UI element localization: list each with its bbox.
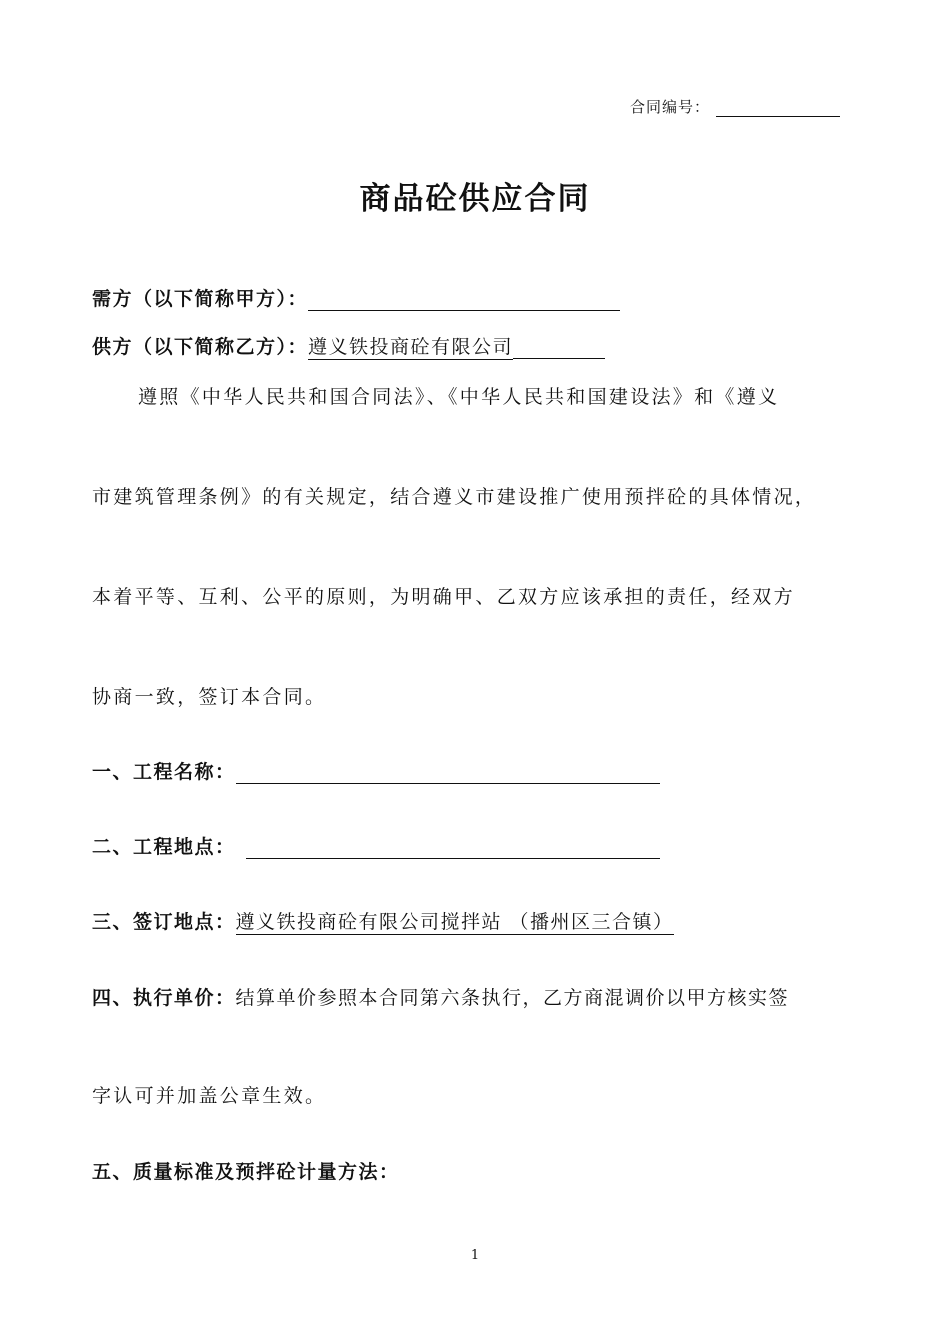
section-1-line	[92, 757, 660, 784]
section-2-line	[92, 832, 660, 859]
party-a-label: 需方（以下简称甲方）：	[92, 288, 309, 310]
page-number: 1	[470, 1248, 480, 1263]
section-1-label: 一、工程名称：	[92, 761, 236, 783]
intro-line-2: 市建筑管理条例》的有关规定，结合遵义市建设推广使用预拌砼的具体情况，	[92, 486, 817, 508]
section-5-label: 五、质量标准及预拌砼计量方法：	[92, 1161, 400, 1183]
intro-line-4: 协商一致，签订本合同。	[92, 686, 327, 708]
party-a-blank	[308, 290, 620, 311]
section-1-blank	[236, 763, 660, 784]
contract-number-label: 合同编号：	[630, 98, 711, 116]
section-2-blank	[246, 838, 660, 859]
party-b-value: 遵义铁投商砼有限公司	[308, 336, 514, 358]
intro-line-1: 遵照《中华人民共和国合同法》、《中华人民共和国建设法》和《遵义	[138, 386, 780, 408]
section-3-value: 遵义铁投商砼有限公司搅拌站 （播州区三合镇）	[235, 911, 674, 933]
party-b-line	[92, 332, 605, 359]
section-3-line	[92, 907, 674, 934]
party-b-label: 供方（以下简称乙方）：	[92, 336, 309, 358]
section-3-label: 三、签订地点：	[92, 911, 236, 933]
contract-number	[630, 96, 840, 117]
contract-number-blank	[716, 100, 840, 117]
party-b-blank	[513, 338, 605, 359]
section-2-label: 二、工程地点：	[92, 836, 236, 858]
intro-line-3: 本着平等、互利、公平的原则，为明确甲、乙双方应该承担的责任，经双方	[92, 586, 795, 608]
page-title: 商品砼供应合同	[359, 181, 591, 217]
party-a-line	[92, 284, 620, 311]
section-4-label: 四、执行单价：	[92, 987, 236, 1009]
section-4-line	[92, 983, 789, 1010]
section-4-text-1: 结算单价参照本合同第六条执行，乙方商混调价以甲方核实签	[235, 987, 790, 1009]
section-4-text-2: 字认可并加盖公章生效。	[92, 1085, 327, 1107]
